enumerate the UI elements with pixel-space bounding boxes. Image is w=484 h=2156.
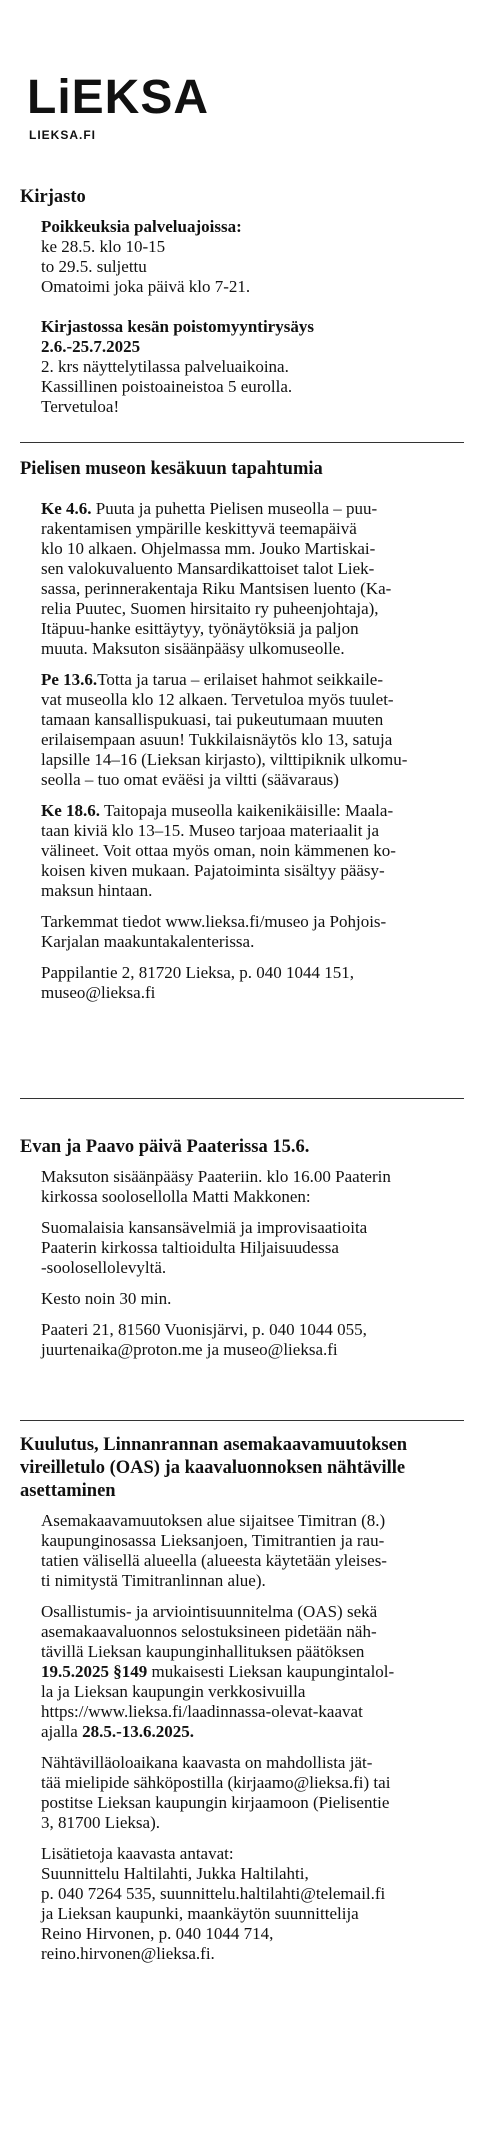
hours-line: ke 28.5. klo 10-15	[41, 237, 166, 256]
event-text: klo 10 alkaen. Ohjelmassa mm. Jouko Martiskai-	[41, 539, 376, 558]
notice-text: la ja Lieksan kaupungin verkkosivuilla	[41, 1682, 306, 1701]
event-text: vat museolla klo 12 alkaen. Tervetuloa myös tuulet-	[41, 690, 394, 709]
paateri-duration	[41, 1289, 456, 1309]
event-pe-13-6	[41, 670, 456, 790]
notice-text: ajalla	[41, 1722, 83, 1741]
address-text: museo@lieksa.fi	[41, 983, 156, 1002]
notice-text: Osallistumis- ja arviointisuunnitelma (OAS) sekä	[41, 1602, 378, 1621]
section-body	[20, 1511, 464, 1964]
notice-text: asemakaavaluonnos selostuksineen pidetään näh-	[41, 1622, 377, 1641]
event-text: maksun hintaan.	[41, 881, 153, 900]
notice-text: ti nimitystä Timitranlinnan alue).	[41, 1571, 266, 1590]
section-body	[20, 1167, 464, 1360]
notice-url: https://www.lieksa.fi/laadinnassa-olevat-kaavat	[41, 1702, 363, 1721]
kuulutus-area	[41, 1511, 456, 1591]
library-hours-notice	[41, 217, 456, 297]
event-text: Taitopaja museolla kaikenikäisille: Maala-	[100, 801, 394, 820]
notice-text: postitse Lieksan kaupungin kirjaamoon (Pielisentie	[41, 1793, 390, 1812]
event-text: tamaan kansallispukuasi, tai pukeutumaan muuten	[41, 710, 384, 729]
title-line: Kuulutus, Linnanrannan asemakaavamuutoksen	[20, 1435, 408, 1455]
event-ke-4-6	[41, 499, 456, 659]
event-text: erilaisempaan asuun! Tukkilaisnäytös klo 13, satuja	[41, 730, 393, 749]
event-text: taan kiviä klo 13–15. Museo tarjoaa materiaalit ja	[41, 821, 379, 840]
logo-url: LIEKSA.FI	[29, 128, 97, 142]
paateri-text: Paaterin kirkossa taltioidulta Hiljaisuudessa	[41, 1238, 339, 1257]
section-title: Pielisen museon kesäkuun tapahtumia	[20, 459, 323, 479]
logo-word-k: K	[104, 71, 141, 124]
decision-reference: 19.5.2025 §149	[41, 1662, 148, 1681]
address-text: juurtenaika@proton.me ja museo@lieksa.fi	[41, 1340, 338, 1359]
sale-line: Tervetuloa!	[41, 397, 120, 416]
event-text: Totta ja tarua – erilaiset hahmot seikkaile-	[97, 670, 383, 689]
section-museo	[20, 458, 464, 1003]
contact-text: p. 040 7264 535, suunnittelu.haltilahti@telemail.fi	[41, 1884, 386, 1903]
contact-text: Suunnittelu Haltilahti, Jukka Haltilahti,	[41, 1864, 309, 1883]
kuulutus-feedback	[41, 1753, 456, 1833]
paateri-text: Suomalaisia kansansävelmiä ja improvisaatioita	[41, 1218, 368, 1237]
event-date: Ke 18.6.	[41, 801, 101, 820]
address-text: Pappilantie 2, 81720 Lieksa, p. 040 1044 151,	[41, 963, 355, 982]
sale-line: Kassillinen poistoaineistoa 5 eurolla.	[41, 377, 293, 396]
section-kirjasto	[20, 186, 464, 417]
lieksa-logo	[27, 72, 257, 142]
event-text: koisen kiven mukaan. Pajatoiminta sisältyy pääsy-	[41, 861, 385, 880]
event-text: välineet. Voit ottaa myös oman, noin kämmenen ko-	[41, 841, 396, 860]
event-text: Puuta ja puhetta Pielisen museolla – puu-	[91, 499, 378, 518]
paateri-text: Kesto noin 30 min.	[41, 1289, 172, 1308]
event-date: Pe 13.6.	[41, 670, 98, 689]
notice-text: tää mielipide sähköpostilla (kirjaamo@lieksa.fi) tai	[41, 1773, 391, 1792]
kuulutus-contacts	[41, 1844, 456, 1964]
event-text: lapsille 14–16 (Lieksan kirjasto), vilttipiknik ulkomu-	[41, 750, 408, 769]
section-kuulutus	[20, 1434, 464, 1964]
library-sale-notice	[41, 317, 456, 417]
address-text: Paateri 21, 81560 Vuonisjärvi, p. 040 1044 055,	[41, 1320, 367, 1339]
title-line: vireilletulo (OAS) ja kaavaluonnoksen nähtäville	[20, 1458, 406, 1478]
event-text: relia Puutec, Suomen hirsitaito ry puheenjohtaja),	[41, 599, 379, 618]
paateri-text: kirkossa soolosellolla Matti Makkonen:	[41, 1187, 311, 1206]
sale-heading: Kirjastossa kesän poistomyyntirysäys	[41, 317, 314, 336]
logo-word-end: SA	[140, 71, 210, 124]
event-text: sassa, perinnerakentaja Riku Mantsisen luento (Ka-	[41, 579, 392, 598]
hours-line: to 29.5. suljettu	[41, 257, 147, 276]
hours-heading: Poikkeuksia palveluajoissa:	[41, 217, 242, 236]
event-ke-18-6	[41, 801, 456, 901]
paateri-text: -soolosellolevyltä.	[41, 1258, 167, 1277]
notice-text: tävillä Lieksan kaupunginhallituksen päätöksen	[41, 1642, 365, 1661]
notice-text: Nähtävilläoloaikana kaavasta on mahdollista jät-	[41, 1753, 373, 1772]
notice-text: kaupunginosassa Lieksanjoen, Timitrantien ja rau-	[41, 1531, 385, 1550]
section-body	[20, 217, 464, 417]
section-divider	[20, 1098, 464, 1099]
event-text: muuta. Maksuton sisäänpääsy ulkomuseolle.	[41, 639, 345, 658]
section-title	[20, 1434, 464, 1503]
display-dates: 28.5.-13.6.2025.	[82, 1722, 194, 1741]
kuulutus-display	[41, 1602, 456, 1742]
contact-text: Lisätietoja kaavasta antavat:	[41, 1844, 234, 1863]
sale-line: 2. krs näyttelytilassa palveluaikoina.	[41, 357, 289, 376]
event-date: Ke 4.6.	[41, 499, 92, 518]
event-text: rakentamisen ympärille keskittyvä teemapäivä	[41, 519, 357, 538]
logo-word-part: LiE	[27, 71, 105, 124]
notice-text: mukaisesti Lieksan kaupungintalol-	[147, 1662, 395, 1681]
section-divider	[20, 1420, 464, 1421]
notice-text: 3, 81700 Lieksa).	[41, 1813, 160, 1832]
museum-info	[41, 912, 456, 952]
section-paateri	[20, 1136, 464, 1360]
paateri-program	[41, 1218, 456, 1278]
sale-dates: 2.6.-25.7.2025	[41, 337, 141, 356]
event-text: sen valokuvaluento Mansardikattoiset talot Liek-	[41, 559, 375, 578]
section-divider	[20, 442, 464, 443]
hours-line: Omatoimi joka päivä klo 7-21.	[41, 277, 251, 296]
event-text: seolla – tuo omat eväësi ja viltti (säävaraus)	[41, 770, 339, 789]
section-title: Kirjasto	[20, 187, 86, 207]
paateri-text: Maksuton sisäänpääsy Paateriin. klo 16.00 Paaterin	[41, 1167, 391, 1186]
contact-text: Reino Hirvonen, p. 040 1044 714,	[41, 1924, 274, 1943]
title-line: asettaminen	[20, 1481, 116, 1501]
info-text: Tarkemmat tiedot www.lieksa.fi/museo ja Pohjois-	[41, 912, 387, 931]
section-title: Evan ja Paavo päivä Paaterissa 15.6.	[20, 1137, 310, 1157]
section-body	[20, 499, 464, 1003]
paateri-address	[41, 1320, 456, 1360]
contact-text: reino.hirvonen@lieksa.fi.	[41, 1944, 215, 1963]
contact-text: ja Lieksan kaupunki, maankäytön suunnittelija	[41, 1904, 359, 1923]
info-text: Karjalan maakuntakalenterissa.	[41, 932, 255, 951]
logo-wordmark	[27, 72, 209, 124]
event-text: Itäpuu-hanke esittäytyy, työnäytöksiä ja paljon	[41, 619, 359, 638]
notice-text: tatien välisellä alueella (alueesta käytetään yleises-	[41, 1551, 387, 1570]
paateri-intro	[41, 1167, 456, 1207]
museum-address	[41, 963, 456, 1003]
notice-text: Asemakaavamuutoksen alue sijaitsee Timitran (8.)	[41, 1511, 386, 1530]
